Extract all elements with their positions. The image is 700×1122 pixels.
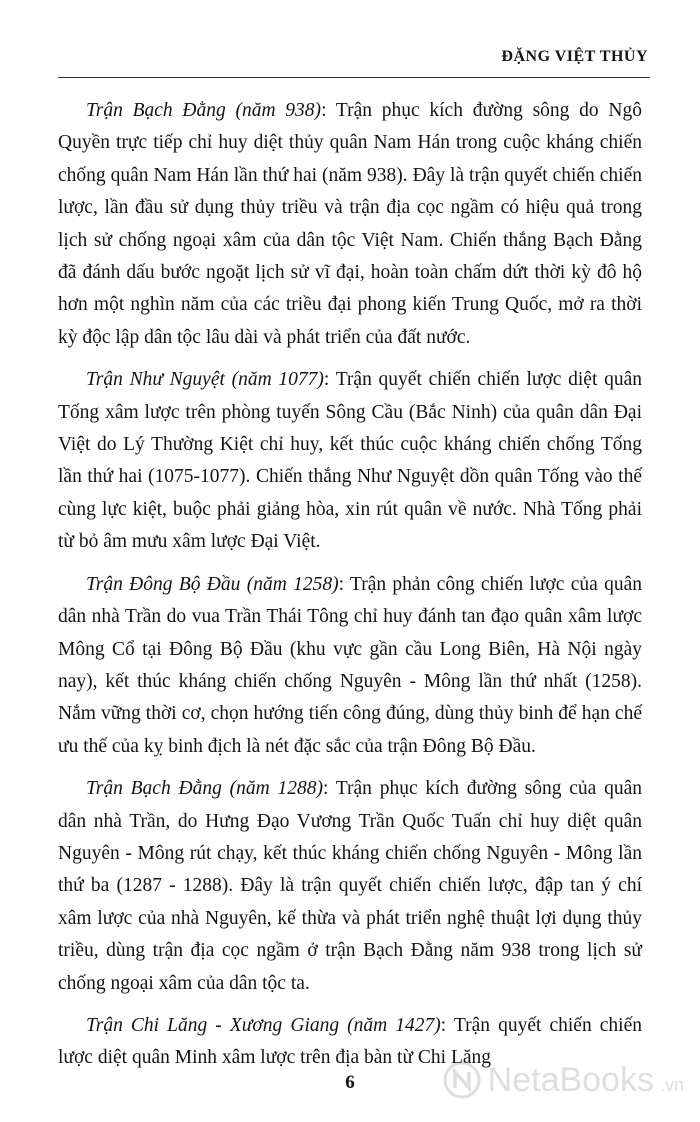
paragraph-dong-bo-dau-1258 (58, 569, 642, 763)
battle-title: Trận Như Nguyệt (năm 1077) (86, 369, 324, 391)
watermark (442, 1060, 684, 1100)
header-divider (58, 77, 650, 78)
paragraph-nhu-nguyet-1077 (58, 364, 642, 558)
page-number: 6 (345, 1072, 355, 1093)
paragraph-bach-dang-938 (58, 95, 642, 354)
watermark-suffix: .vn (659, 1074, 684, 1095)
netabooks-logo-icon (442, 1060, 482, 1100)
battle-title: Trận Chi Lăng - Xương Giang (năm 1427) (86, 1014, 441, 1036)
battle-description: : Trận phục kích đường sông do Ngô Quyền trực tiếp chỉ huy diệt thủy quân Nam Hán trong cuộc kháng chiến chống quân Nam Hán lần thứ hai (năm 938). Đây là trận quyết chiến chiến lược, lần đầu sử dụng thủy triều và trận địa cọc ngầm có hiệu quả trong lịch sử chống ngoại xâm của dân tộc Việt Nam. Chiến thắng Bạch Đằng đã đánh dấu bước ngoặt lịch sử vĩ đại, hoàn toàn chấm dứt thời kỳ đô hộ hơn một nghìn năm của các triều đại phong kiến Trung Quốc, mở ra thời kỳ độc lập dân tộc lâu dài và phát triển của đất nước. (58, 100, 642, 348)
battle-title: Trận Đông Bộ Đầu (năm 1258) (86, 573, 339, 595)
battle-description: : Trận phản công chiến lược của quân dân nhà Trần do vua Trần Thái Tông chỉ huy đánh tan đạo quân xâm lược Mông Cổ tại Đông Bộ Đầu (khu vực gần cầu Long Biên, Hà Nội ngày nay), kết thúc kháng chiến chống Nguyên - Mông lần thứ nhất (1258). Nắm vững thời cơ, chọn hướng tiến công đúng, dùng thủy binh để hạn chế ưu thế của kỵ binh địch là nét đặc sắc của trận Đông Bộ Đầu. (58, 573, 642, 757)
paragraph-bach-dang-1288 (58, 773, 642, 1000)
page-body (58, 95, 642, 1085)
battle-title: Trận Bạch Đằng (năm 938) (86, 100, 322, 121)
battle-description: : Trận quyết chiến chiến lược diệt quân Tống xâm lược trên phòng tuyến Sông Cầu (Bắc Ninh) của quân dân Đại Việt do Lý Thường Kiệt chỉ huy, kết thúc cuộc kháng chiến chống Tống lần thứ hai (1075-1077). Chiến thắng Như Nguyệt dồn quân Tống vào thế cùng lực kiệt, buộc phải giảng hòa, xin rút quân về nước. Nhà Tống phải từ bỏ âm mưu xâm lược Đại Việt. (58, 369, 642, 553)
watermark-text: NetaBooks (487, 1060, 654, 1099)
battle-description: : Trận phục kích đường sông của quân dân nhà Trần, do Hưng Đạo Vương Trần Quốc Tuấn chỉ huy diệt quân Nguyên - Mông rút chạy, kết thúc kháng chiến chống Nguyên - Mông lần thứ ba (1287 - 1288). Đây là trận quyết chiến chiến lược, đập tan ý chí xâm lược của nhà Nguyên, kế thừa và phát triển nghệ thuật lợi dụng thủy triều, dùng trận địa cọc ngầm ở trận Bạch Đằng năm 938 trong lịch sử chống ngoại xâm của dân tộc ta. (58, 778, 643, 994)
battle-description: : Trận quyết chiến chiến lược diệt quân Minh xâm lược trên địa bàn từ Chi Lăng (58, 1014, 642, 1069)
running-header-title: ĐẶNG VIỆT THỦY (501, 48, 648, 65)
battle-title: Trận Bạch Đằng (năm 1288) (86, 778, 323, 800)
